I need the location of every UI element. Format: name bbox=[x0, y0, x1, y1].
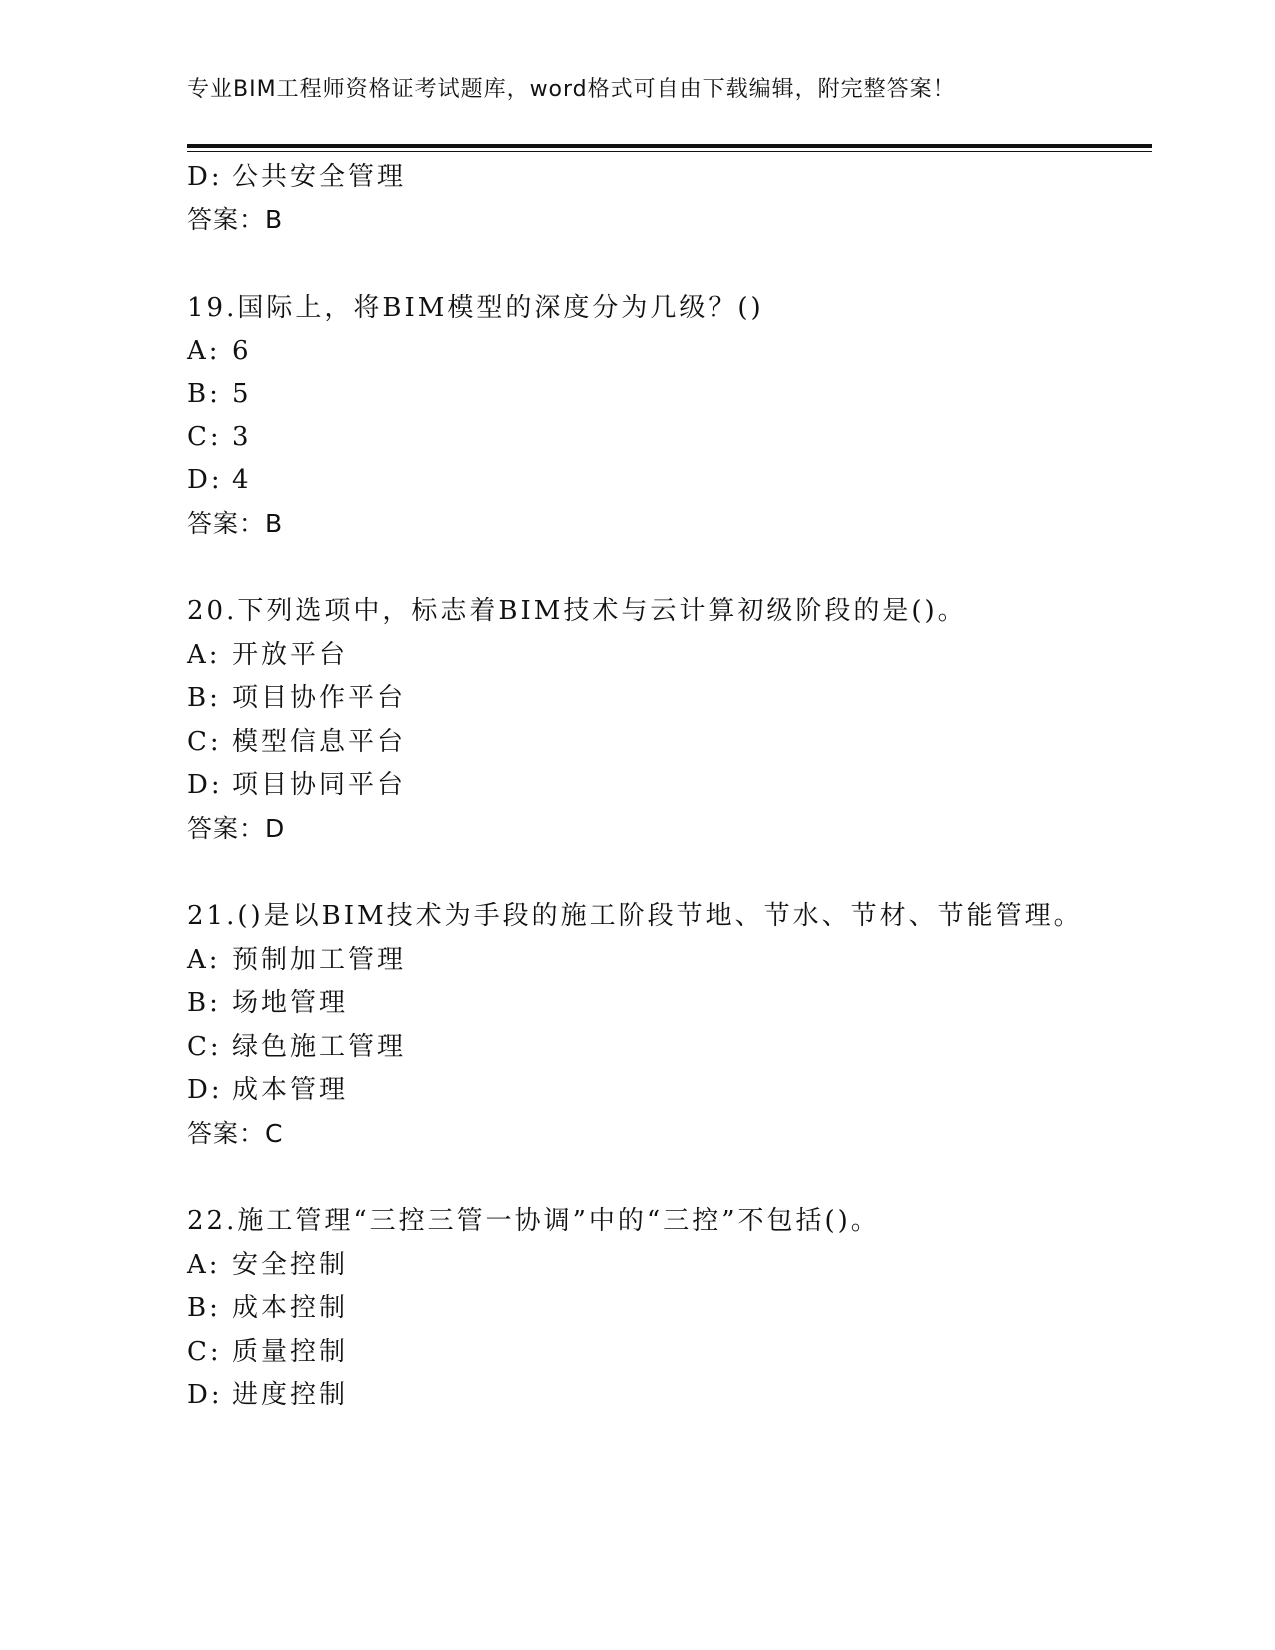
question-22: 22.施工管理“三控三管一协调”中的“三控”不包括()。 bbox=[187, 1206, 880, 1236]
option-text: 场地管理 bbox=[232, 988, 349, 1018]
question-20: 20.下列选项中，标志着BIM技术与云计算初级阶段的是()。 bbox=[187, 596, 967, 626]
option-label: C: bbox=[187, 422, 222, 452]
option-label: D: bbox=[187, 770, 223, 800]
option-text: 模型信息平台 bbox=[232, 727, 407, 757]
option-text: 项目协同平台 bbox=[232, 770, 407, 800]
option-label: C: bbox=[187, 1337, 222, 1367]
header-divider-thin bbox=[187, 151, 1152, 152]
option-label: B: bbox=[187, 988, 221, 1018]
q22-option-a bbox=[187, 1245, 348, 1285]
option-text: 绿色施工管理 bbox=[232, 1032, 407, 1062]
option-text: 质量控制 bbox=[232, 1337, 349, 1367]
option-label: A: bbox=[187, 1250, 221, 1280]
question-19: 19.国际上，将BIM模型的深度分为几级？() bbox=[187, 293, 764, 323]
q20-option-b bbox=[187, 678, 406, 718]
header-divider-thick bbox=[187, 144, 1152, 148]
q21-option-b bbox=[187, 983, 348, 1023]
q19-option-b bbox=[187, 374, 252, 414]
q22-option-c bbox=[187, 1332, 348, 1372]
option-label: B: bbox=[187, 683, 221, 713]
option-label: B: bbox=[187, 379, 221, 409]
option-label: A: bbox=[187, 945, 221, 975]
q19-answer: 答案：B bbox=[187, 509, 284, 538]
option-text: 公共安全管理 bbox=[232, 162, 407, 192]
option-label: D: bbox=[187, 1075, 223, 1105]
q21-option-d bbox=[187, 1070, 348, 1110]
q20-option-d bbox=[187, 765, 406, 805]
q20-answer: 答案：D bbox=[187, 814, 286, 843]
q20-option-c bbox=[187, 722, 406, 762]
q21-answer: 答案：C bbox=[187, 1119, 284, 1148]
question-21: 21.()是以BIM技术为手段的施工阶段节地、节水、节材、节能管理。 bbox=[187, 901, 1083, 931]
option-label: D: bbox=[187, 162, 223, 192]
q22-option-d bbox=[187, 1375, 348, 1415]
option-text: 进度控制 bbox=[232, 1380, 349, 1410]
q19-option-a bbox=[187, 331, 252, 371]
option-text: 预制加工管理 bbox=[232, 945, 407, 975]
option-label: B: bbox=[187, 1293, 221, 1323]
option-text: 成本管理 bbox=[232, 1075, 349, 1105]
option-label: C: bbox=[187, 727, 222, 757]
option-label: D: bbox=[187, 1380, 223, 1410]
option-text: 3 bbox=[232, 422, 252, 452]
q21-option-a bbox=[187, 940, 406, 980]
option-text: 4 bbox=[232, 465, 252, 495]
q19-option-c bbox=[187, 417, 252, 457]
option-text: 项目协作平台 bbox=[232, 683, 407, 713]
option-label: D: bbox=[187, 465, 223, 495]
option-label: A: bbox=[187, 640, 221, 670]
q22-option-b bbox=[187, 1288, 348, 1328]
option-label: C: bbox=[187, 1032, 222, 1062]
q21-option-c bbox=[187, 1027, 406, 1067]
prev-option-d bbox=[187, 157, 406, 197]
q20-option-a bbox=[187, 635, 348, 675]
option-label: A: bbox=[187, 336, 221, 366]
page-header: 专业BIM工程师资格证考试题库，word格式可自由下载编辑，附完整答案！ bbox=[187, 77, 956, 102]
option-text: 安全控制 bbox=[232, 1250, 349, 1280]
prev-answer: 答案：B bbox=[187, 205, 284, 234]
q19-option-d bbox=[187, 460, 252, 500]
option-text: 5 bbox=[232, 379, 252, 409]
option-text: 成本控制 bbox=[232, 1293, 349, 1323]
option-text: 开放平台 bbox=[232, 640, 349, 670]
option-text: 6 bbox=[232, 336, 252, 366]
